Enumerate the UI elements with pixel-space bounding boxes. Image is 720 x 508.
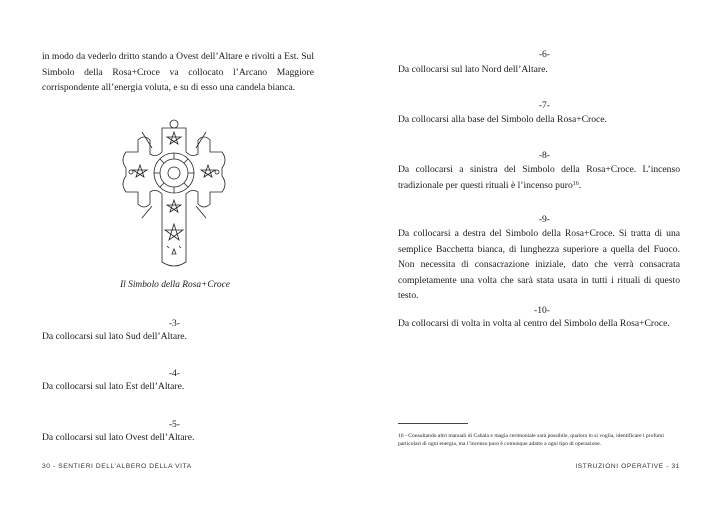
section-number: -3- — [168, 318, 180, 329]
section-number: -10- — [534, 305, 550, 316]
footnote-reference[interactable]: 16 — [572, 180, 579, 187]
section-text: Da collocarsi di volta in volta al centro del Simbolo della Rosa+Croce. — [398, 318, 670, 329]
section-number: -9- — [538, 214, 550, 225]
right-page — [360, 0, 720, 508]
section-text: Da collocarsi sul lato Sud dell’Altare. — [42, 331, 187, 342]
section-text: Da collocarsi a destra del Simbolo della Rosa+Croce. Si tratta di una semplice Bacchetta bianca, di lunghezza superiore a quella del Fuoco. Non necessita di consacrazione iniziale, dato che verrà consacrata completamente una volta che sarà stata usata in tutti i rituali di questo testo. — [398, 228, 680, 301]
page-footer-left: 30 - SENTIERI DELL’ALBERO DELLA VITA — [42, 463, 192, 470]
intro-paragraph: in modo da vederlo dritto stando a Ovest dell’Altare e rivolti a Est. Sul Simbolo della Rosa+Croce va collocato l’Arcano Maggiore corrispondente all’energia voluta, e su di esso una candela bianca. — [42, 51, 314, 93]
section-text: Da collocarsi sul lato Nord dell’Altare. — [398, 64, 548, 75]
section-text: Da collocarsi sul lato Est dell’Altare. — [42, 381, 185, 392]
section-number: -8- — [538, 150, 550, 161]
section-number: -7- — [538, 100, 550, 111]
section-number: -5- — [168, 419, 180, 430]
figure-caption: Il Simbolo della Rosa+Croce — [120, 280, 230, 290]
footnote: 16 - Consultando altri manuali di Cabala e magia cerimoniale sarà possibile, qualora lo si voglia, identificare i profumi particolari di ogni energia, ma l’incenso puro è comunque adatto a ogni tipo di operazione. — [398, 433, 664, 447]
section-text: Da collocarsi alla base del Simbolo della Rosa+Croce. — [398, 114, 607, 125]
section-number: -6- — [538, 49, 550, 60]
rosa-croce-symbol — [112, 118, 236, 274]
section-text: Da collocarsi sul lato Ovest dell’Altare. — [42, 432, 195, 443]
page-footer-right: ISTRUZIONI OPERATIVE - 31 — [575, 463, 680, 470]
footnote-divider — [398, 423, 468, 424]
section-text: Da collocarsi a sinistra del Simbolo della Rosa+Croce. L’incenso tradizionale per questi rituali è l’incenso puro$^{16}$. — [398, 164, 680, 191]
section-number: -4- — [168, 368, 180, 379]
